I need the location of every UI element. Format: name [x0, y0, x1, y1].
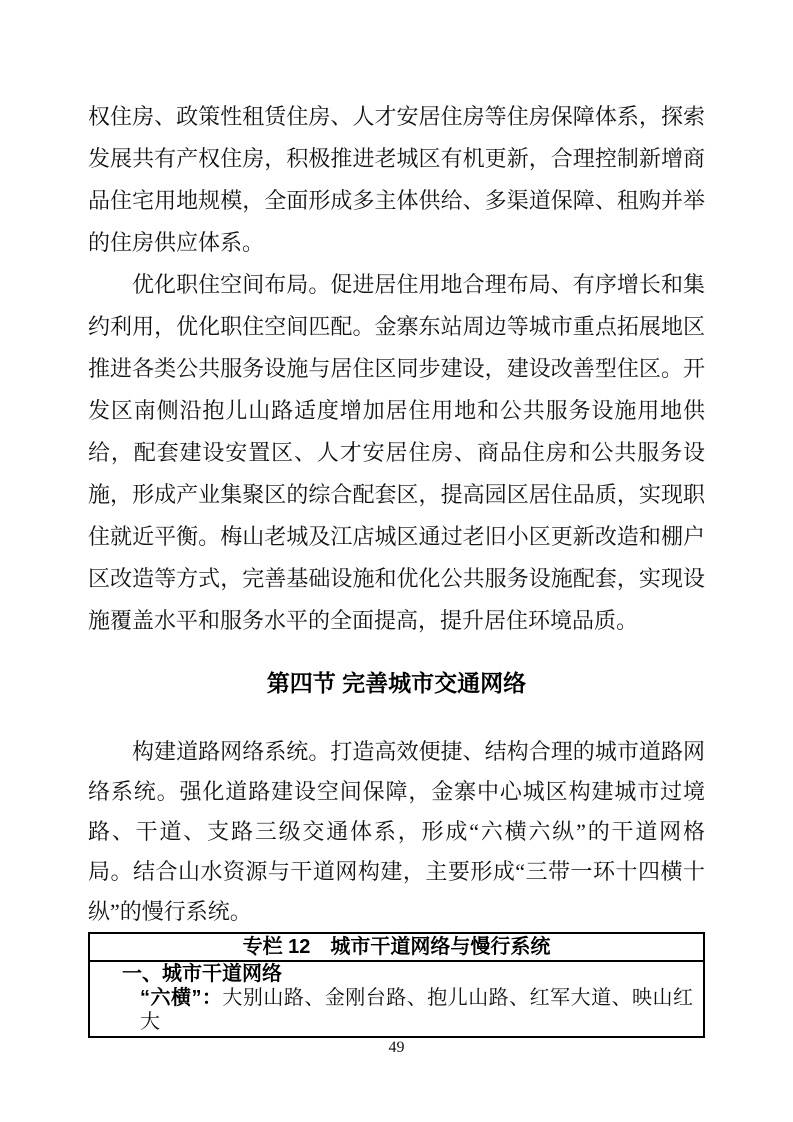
- paragraph-job-housing-layout: [88, 264, 705, 642]
- callout-box-body: [90, 962, 703, 1036]
- box-entry-six-horizontal: [90, 986, 693, 1034]
- text-line: 施，形成产业集聚区的综合配套区，提高园区居住品质，实现职: [88, 482, 705, 507]
- text-line: 构建道路网络系统。打造高效便捷、结构合理的城市道路网: [132, 739, 705, 764]
- text-line: 发区南侧沿抱儿山路适度增加居住用地和公共服务设施用地供: [88, 398, 705, 423]
- text-line: 络系统。强化道路建设空间保障，金寨中心城区构建城市过境: [88, 779, 705, 804]
- text-line: 住就近平衡。梅山老城及江店城区通过老旧小区更新改造和棚户: [88, 524, 705, 549]
- paragraph-road-network: [88, 732, 705, 932]
- text-line: 的住房供应体系。: [88, 230, 265, 255]
- text-line: 推进各类公共服务设施与居住区同步建设，建设改善型住区。开: [88, 356, 705, 381]
- text-line: 区改造等方式，完善基础设施和优化公共服务设施配套，实现设: [88, 566, 705, 591]
- callout-box-title: 专栏 12 城市干道网络与慢行系统: [90, 934, 703, 962]
- callout-box-12: [88, 932, 705, 1038]
- page-content: [88, 0, 705, 1038]
- text-line: 约利用，优化职住空间匹配。金寨东站周边等城市重点拓展地区: [88, 314, 705, 339]
- top-margin: [88, 0, 705, 96]
- box-entry-text: 大别山路、金刚台路、抱儿山路、红军大道、映山红大: [140, 987, 694, 1033]
- paragraph-housing-supply: [88, 96, 705, 264]
- text-line: 权住房、政策性租赁住房、人才安居住房等住房保障体系，探索: [88, 104, 705, 129]
- text-line: 给，配套建设安置区、人才安居住房、商品住房和公共服务设: [88, 440, 705, 465]
- box-entry-label: “六横”：: [140, 987, 223, 1009]
- text-line: 优化职住空间布局。促进居住用地合理布局、有序增长和集: [132, 272, 705, 297]
- section-heading: 第四节 完善城市交通网络: [266, 670, 527, 696]
- text-line: 品住宅用地规模，全面形成多主体供给、多渠道保障、租购并举: [88, 188, 705, 213]
- text-line: 路、干道、支路三级交通体系，形成“六横六纵”的干道网格: [88, 819, 705, 844]
- page-number: 49: [388, 1039, 405, 1056]
- text-line: 施覆盖水平和服务水平的全面提高，提升居住环境品质。: [88, 608, 639, 633]
- text-line: 纵”的慢行系统。: [88, 899, 252, 924]
- box-section-heading: 一、城市干道网络: [122, 963, 282, 985]
- text-line: 发展共有产权住房，积极推进老城区有机更新，合理控制新增商: [88, 146, 705, 171]
- text-line: 局。结合山水资源与干道网构建，主要形成“三带一环十四横十: [88, 859, 705, 884]
